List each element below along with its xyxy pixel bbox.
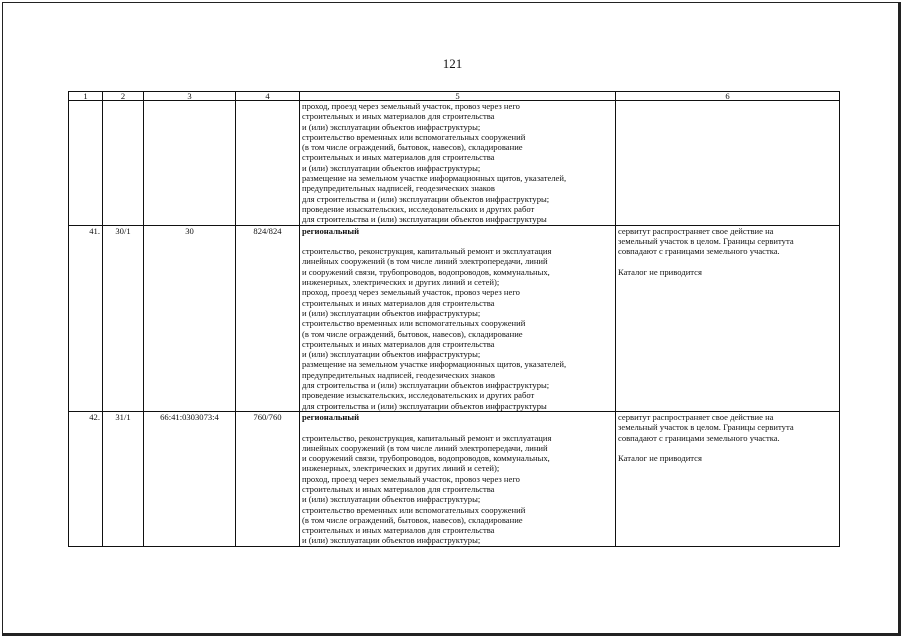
text-line: земельный участок в целом. Границы сервитута	[618, 235, 794, 246]
cell-num: 41.	[69, 225, 103, 411]
text-line: строительство временных или вспомогательных сооружений	[302, 318, 526, 329]
category-title: региональный	[302, 225, 360, 236]
header-col-6: 6	[616, 92, 840, 101]
text-line: проведение изыскательских, исследовательских и других работ	[302, 203, 535, 214]
text-line: для строительства и (или) эксплуатации объектов инфраструктуры	[302, 214, 547, 225]
header-col-5: 5	[300, 92, 616, 101]
cell-num	[69, 101, 103, 226]
header-col-4: 4	[236, 92, 300, 101]
text-line: совпадают с границами земельного участка.	[618, 432, 780, 443]
text-line: строительство, реконструкция, капитальный ремонт и эксплуатация	[302, 246, 552, 257]
text-line: для строительства и (или) эксплуатации объектов инфраструктуры;	[302, 380, 550, 391]
text-line: линейных сооружений (в том числе линий электропередачи, линий	[302, 442, 548, 453]
text-line: земельный участок в целом. Границы сервитута	[618, 422, 794, 433]
cell-col6	[616, 411, 840, 546]
text-line: и (или) эксплуатации объектов инфраструктуры;	[302, 121, 481, 132]
text-line: строительных и иных материалов для строительства	[302, 483, 495, 494]
text-line: предупредительных надписей, геодезических знаков	[302, 183, 495, 194]
text-line: сервитут распространяет свое действие на	[618, 225, 774, 236]
cell-col2	[103, 101, 144, 226]
page-number: 121	[442, 56, 463, 71]
text-line: (в том числе ограждений, бытовок, навесов), складирование	[302, 514, 523, 525]
cell-col3	[144, 101, 236, 226]
text-line: проход, проезд через земельный участок, провоз через него	[302, 473, 520, 484]
text-line: строительных и иных материалов для строительства	[302, 111, 495, 122]
header-row	[69, 92, 840, 101]
cell-col4: 760/760	[236, 411, 300, 546]
text-line: и сооружений связи, трубопроводов, водопроводов, коммунальных,	[302, 266, 550, 277]
text-line: размещение на земельном участке информационных щитов, указателей,	[302, 359, 567, 370]
text-line: строительство временных или вспомогательных сооружений	[302, 131, 526, 142]
text-line: проход, проезд через земельный участок, провоз через него	[302, 287, 520, 298]
text-line: проход, проезд через земельный участок, провоз через него	[302, 101, 520, 111]
category-title: региональный	[302, 411, 360, 422]
cell-col4: 824/824	[236, 225, 300, 411]
text-line: (в том числе ограждений, бытовок, навесов), складирование	[302, 142, 523, 153]
table-row-continuation	[69, 101, 840, 226]
header-col-3: 3	[144, 92, 236, 101]
text-line: линейных сооружений (в том числе линий электропередачи, линий	[302, 256, 548, 267]
text-line: строительство временных или вспомогательных сооружений	[302, 504, 526, 515]
header-col-1: 1	[69, 92, 103, 101]
text-line: строительных и иных материалов для строительства	[302, 525, 495, 536]
text-line: совпадают с границами земельного участка.	[618, 246, 780, 257]
text-line: инженерных, электрических и других линий и сетей);	[302, 463, 500, 474]
cell-col2: 30/1	[103, 225, 144, 411]
text-line: для строительства и (или) эксплуатации объектов инфраструктуры	[302, 400, 547, 411]
cell-col5	[300, 411, 616, 546]
text-line: и сооружений связи, трубопроводов, водопроводов, коммунальных,	[302, 453, 550, 464]
text-line: строительных и иных материалов для строительства	[302, 338, 495, 349]
cell-num: 42.	[69, 411, 103, 546]
cell-col4	[236, 101, 300, 226]
cell-col3: 66:41:0303073:4	[144, 411, 236, 546]
catalog-note: Каталог не приводится	[618, 266, 702, 277]
cell-col5	[300, 101, 616, 226]
header-col-2: 2	[103, 92, 144, 101]
text-line: (в том числе ограждений, бытовок, навесов), складирование	[302, 328, 523, 339]
servitude-table	[68, 91, 840, 547]
table-row-41	[69, 225, 840, 411]
text-line: и (или) эксплуатации объектов инфраструктуры;	[302, 349, 481, 360]
cell-col3: 30	[144, 225, 236, 411]
text-line: размещение на земельном участке информационных щитов, указателей,	[302, 173, 567, 184]
text-line: и (или) эксплуатации объектов инфраструктуры;	[302, 535, 481, 546]
text-line: инженерных, электрических и других линий и сетей);	[302, 277, 500, 288]
cell-col2: 31/1	[103, 411, 144, 546]
text-line: сервитут распространяет свое действие на	[618, 411, 774, 422]
cell-col6	[616, 101, 840, 226]
text-line: для строительства и (или) эксплуатации объектов инфраструктуры;	[302, 193, 550, 204]
text-line: строительство, реконструкция, капитальный ремонт и эксплуатация	[302, 432, 552, 443]
text-line: и (или) эксплуатации объектов инфраструктуры;	[302, 162, 481, 173]
cell-col6	[616, 225, 840, 411]
text-line: и (или) эксплуатации объектов инфраструктуры;	[302, 494, 481, 505]
text-line: проведение изыскательских, исследовательских и других работ	[302, 390, 535, 401]
cell-col5	[300, 225, 616, 411]
table-row-42	[69, 411, 840, 546]
text-line: и (или) эксплуатации объектов инфраструктуры;	[302, 307, 481, 318]
text-line: строительных и иных материалов для строительства	[302, 297, 495, 308]
text-line: предупредительных надписей, геодезических знаков	[302, 369, 495, 380]
catalog-note: Каталог не приводится	[618, 453, 702, 464]
text-line: строительных и иных материалов для строительства	[302, 152, 495, 163]
